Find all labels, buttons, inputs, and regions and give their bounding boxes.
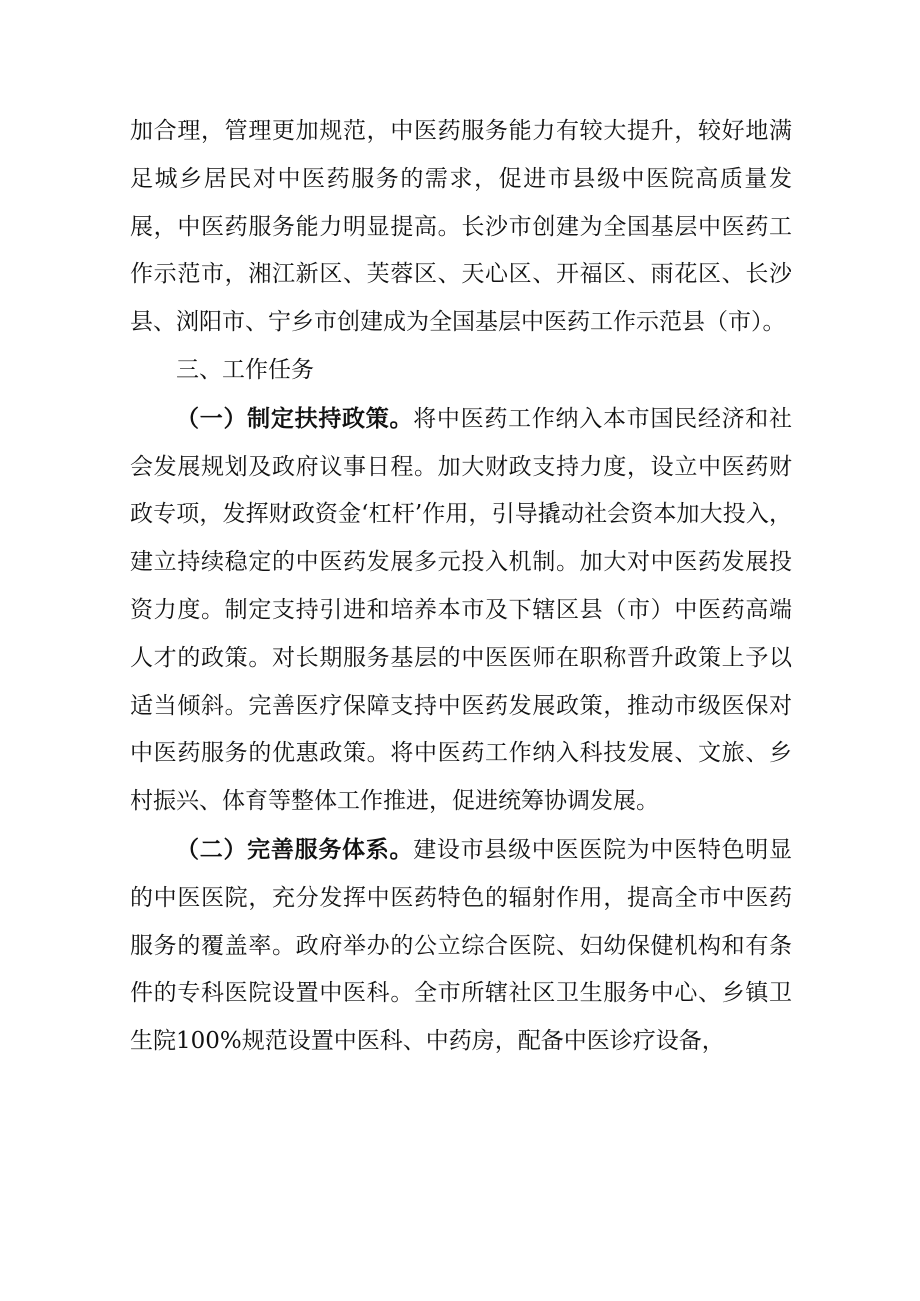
paragraph-policy bbox=[130, 395, 792, 826]
section-heading: 三、工作任务 bbox=[176, 356, 314, 383]
paragraph-service-system-lead: （二）完善服务体系。 bbox=[176, 835, 414, 863]
paragraph-policy-body: 将中医药工作纳入本市国民经济和社会发展规划及政府议事日程。加大财政支持力度，设立中医药财政专项，发挥财政资金‘杠杆’作用，引导撬动社会资本加大投入，建立持续稳定的中医药发展多元投入机制。加大对中医药发展投资力度。制定支持引进和培养本市及下辖区县（市）中医药高端人才的政策。对长期服务基层的中医医师在职称晋升政策上予以适当倾斜。完善医疗保障支持中医药发展政策，推动市级医保对中医药服务的优惠政策。将中医药工作纳入科技发展、文旅、乡村振兴、体育等整体工作推进，促进统筹协调发展。 bbox=[130, 405, 793, 815]
document-page bbox=[130, 108, 792, 1066]
paragraph-service-system-body: 建设市县级中医医院为中医特色明显的中医医院，充分发挥中医药特色的辐射作用，提高全市中医药服务的覆盖率。政府举办的公立综合医院、妇幼保健机构和有条件的专科医院设置中医科。全市所辖社区卫生服务中心、乡镇卫生院100%规范设置中医科、中药房，配备中医诊疗设备， bbox=[130, 836, 793, 1055]
paragraph-continuation: 加合理，管理更加规范，中医药服务能力有较大提升，较好地满足城乡居民对中医药服务的需求，促进市县级中医院高质量发展，中医药服务能力明显提高。长沙市创建为全国基层中医药工作示范市，湘江新区、芙蓉区、天心区、开福区、雨花区、长沙县、浏阳市、宁乡市创建成为全国基层中医药工作示范县（市）。 bbox=[130, 118, 792, 336]
paragraph-service-system bbox=[130, 826, 792, 1066]
paragraph-policy-lead: （一）制定扶持政策。 bbox=[176, 404, 414, 432]
